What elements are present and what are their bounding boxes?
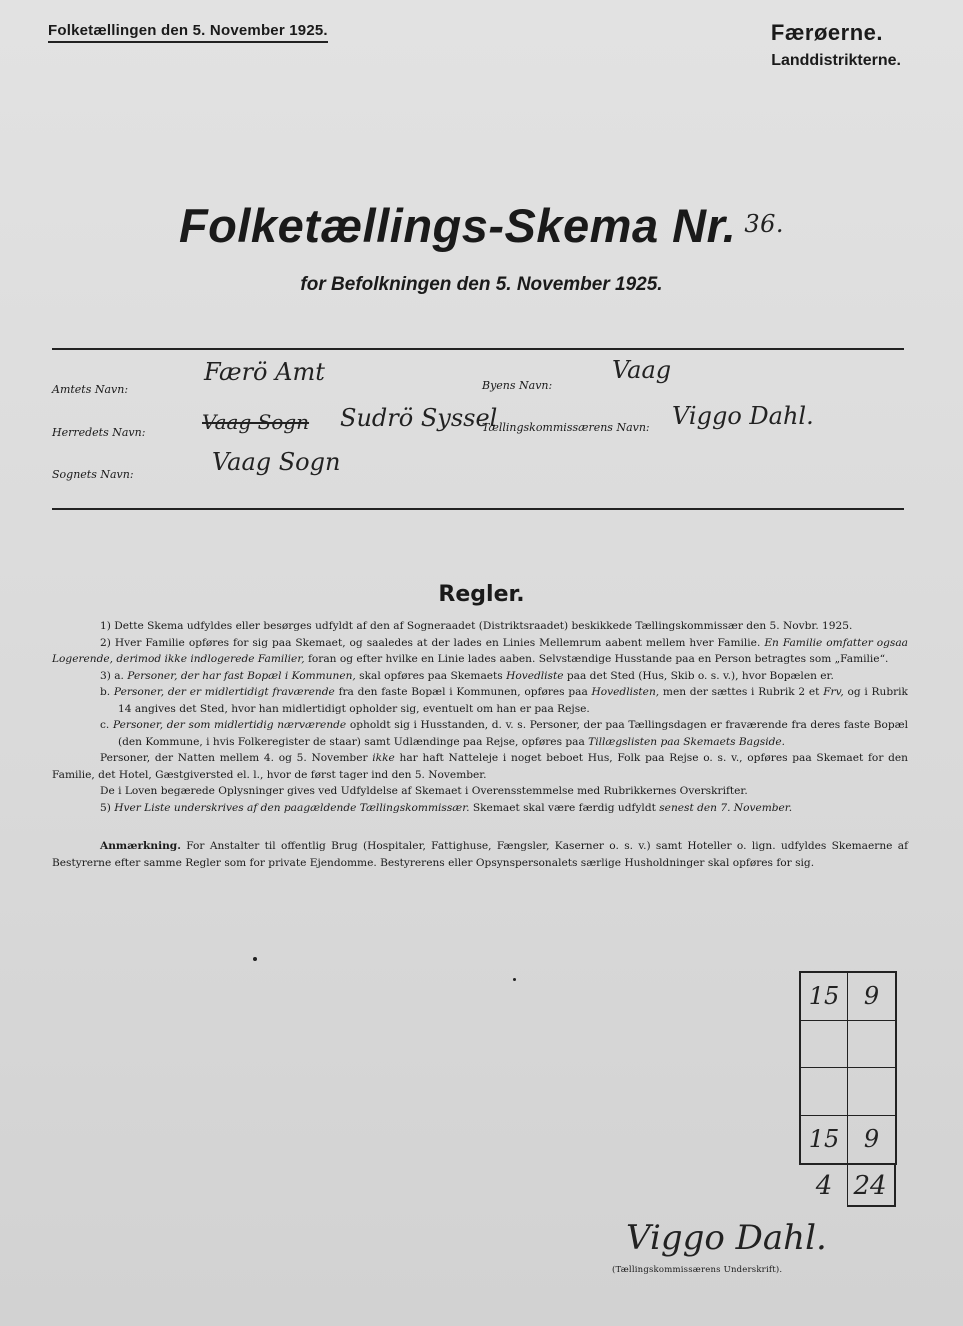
rule-4: Personer, der Natten mellem 4. og 5. November ikke har haft Natteleje i noget beboet Hus, Folk paa Rejse o. s. v., opføres paa Skemaet for den Familie, det Hotel, Gæstgiversted el. l., hvor de først tager ind den 5. November. (52, 752, 909, 781)
tally-cell (848, 1068, 895, 1116)
amt-label: Amtets Navn: (52, 383, 129, 396)
form-number-handwritten: 36. (744, 210, 785, 238)
tally-cell: 15 (801, 1116, 848, 1164)
top-rule (52, 348, 904, 350)
tally-cell: 9 (863, 1125, 880, 1154)
tally-total-left: 4 (815, 1171, 833, 1201)
form-title (0, 198, 963, 253)
rule-4-extra: De i Loven begærede Oplysninger gives ved Udfyldelse af Skemaet i Overensstemmelse med Rubrikkernes Overskrifter. (100, 785, 748, 797)
region-header: Færøerne. (770, 20, 883, 45)
by-label: Byens Navn: (482, 379, 553, 392)
herred-label: Herredets Navn: (52, 426, 146, 439)
tally-cell: 15 (801, 973, 848, 1021)
by-value: Vaag (612, 356, 672, 384)
rule-1: 1) Dette Skema udfyldes eller besørges udfyldt af den af Sogneraadet (Distriktsraadet) beskikkede Tællingskommissær den 5. Novbr. 1925. (100, 620, 853, 632)
district-type-header: Landdistrikterne. (771, 52, 901, 69)
regler-heading: Regler. (438, 582, 525, 607)
tally-cell (801, 1068, 848, 1116)
rule-3b: b. Personer, der er midlertidigt fraværende fra den faste Bopæl i Kommunen, opføres paa Hovedlisten, men der sættes i Rubrik 2 et Frv, og i Rubrik 14 angives det Sted, hvor han midlertidigt opholder sig, eventuelt om han er paa Rejse. (100, 686, 908, 715)
annotation-note: Anmærkning. For Anstalter til offentlig Brug (Hospitaler, Fattighuse, Fængsler, Kaserner o. s. v.) samt Hoteller o. lign. udfyldes Skemaerne af Bestyrerne efter samme Regler som for private Ejendomme. Bestyrerens eller Opsynspersonalets særlige Husholdninger skal opføres for sig. (52, 840, 908, 869)
rules-text (52, 618, 908, 871)
herred-struck-value: Vaag Sogn (202, 410, 310, 434)
tally-cell (848, 1021, 895, 1069)
kommissaer-label: Tællingskommissærens Navn: (482, 421, 650, 434)
bottom-rule (52, 508, 904, 510)
rule-5: 5) Hver Liste underskrives af den paagældende Tællingskommissær. Skemaet skal være færdig udfyldt senest den 7. November. (100, 801, 793, 814)
kommissaer-value: Viggo Dahl. (672, 402, 814, 430)
tally-total-right: 24 (853, 1171, 887, 1201)
tally-cell: 9 (848, 973, 895, 1021)
herred-value: Sudrö Syssel (340, 404, 498, 432)
tally-grid (799, 971, 897, 1165)
signature: Viggo Dahl. (626, 1218, 827, 1258)
ink-speck (253, 957, 257, 961)
tally-cell (801, 1021, 848, 1069)
signature-caption: (Tællingskommissærens Underskrift). (612, 1265, 783, 1275)
sogn-value: Vaag Sogn (212, 448, 341, 476)
form-subtitle: for Befolkningen den 5. November 1925. (300, 274, 663, 295)
rule-3a: 3) a. Personer, der har fast Bopæl i Kommunen, skal opføres paa Skemaets Hovedliste paa det Sted (Hus, Skib o. s. v.), hvor Bopælen er. (100, 669, 834, 682)
rule-3c: c. Personer, der som midlertidig nærværende opholdt sig i Husstanden, d. v. s. Personer, der paa Tællingsdagen er fraværende fra deres faste Bopæl (den Kommune, i hvis Folkeregister de staar) samt Udlændinge paa Rejse, opføres paa Tillægslisten paa Skemaets Bagside. (100, 719, 909, 748)
rule-2: 2) Hver Familie opføres for sig paa Skemaet, og saaledes at der lades en Linies Mellemrum aabent mellem hver Familie. En Familie omfatter ogsaa Logerende, derimod ikke indlogerede Familier, foran og efter hvilke en Linie lades aaben. Selvstændige Husstande paa en Person betragtes som „Familie“. (52, 636, 908, 665)
amt-value: Færö Amt (204, 358, 325, 386)
census-date-header: Folketællingen den 5. November 1925. (48, 22, 328, 43)
ink-speck (513, 978, 516, 981)
form-title-text: Folketællings-Skema Nr. (178, 199, 737, 252)
sogn-label: Sognets Navn: (52, 468, 134, 481)
